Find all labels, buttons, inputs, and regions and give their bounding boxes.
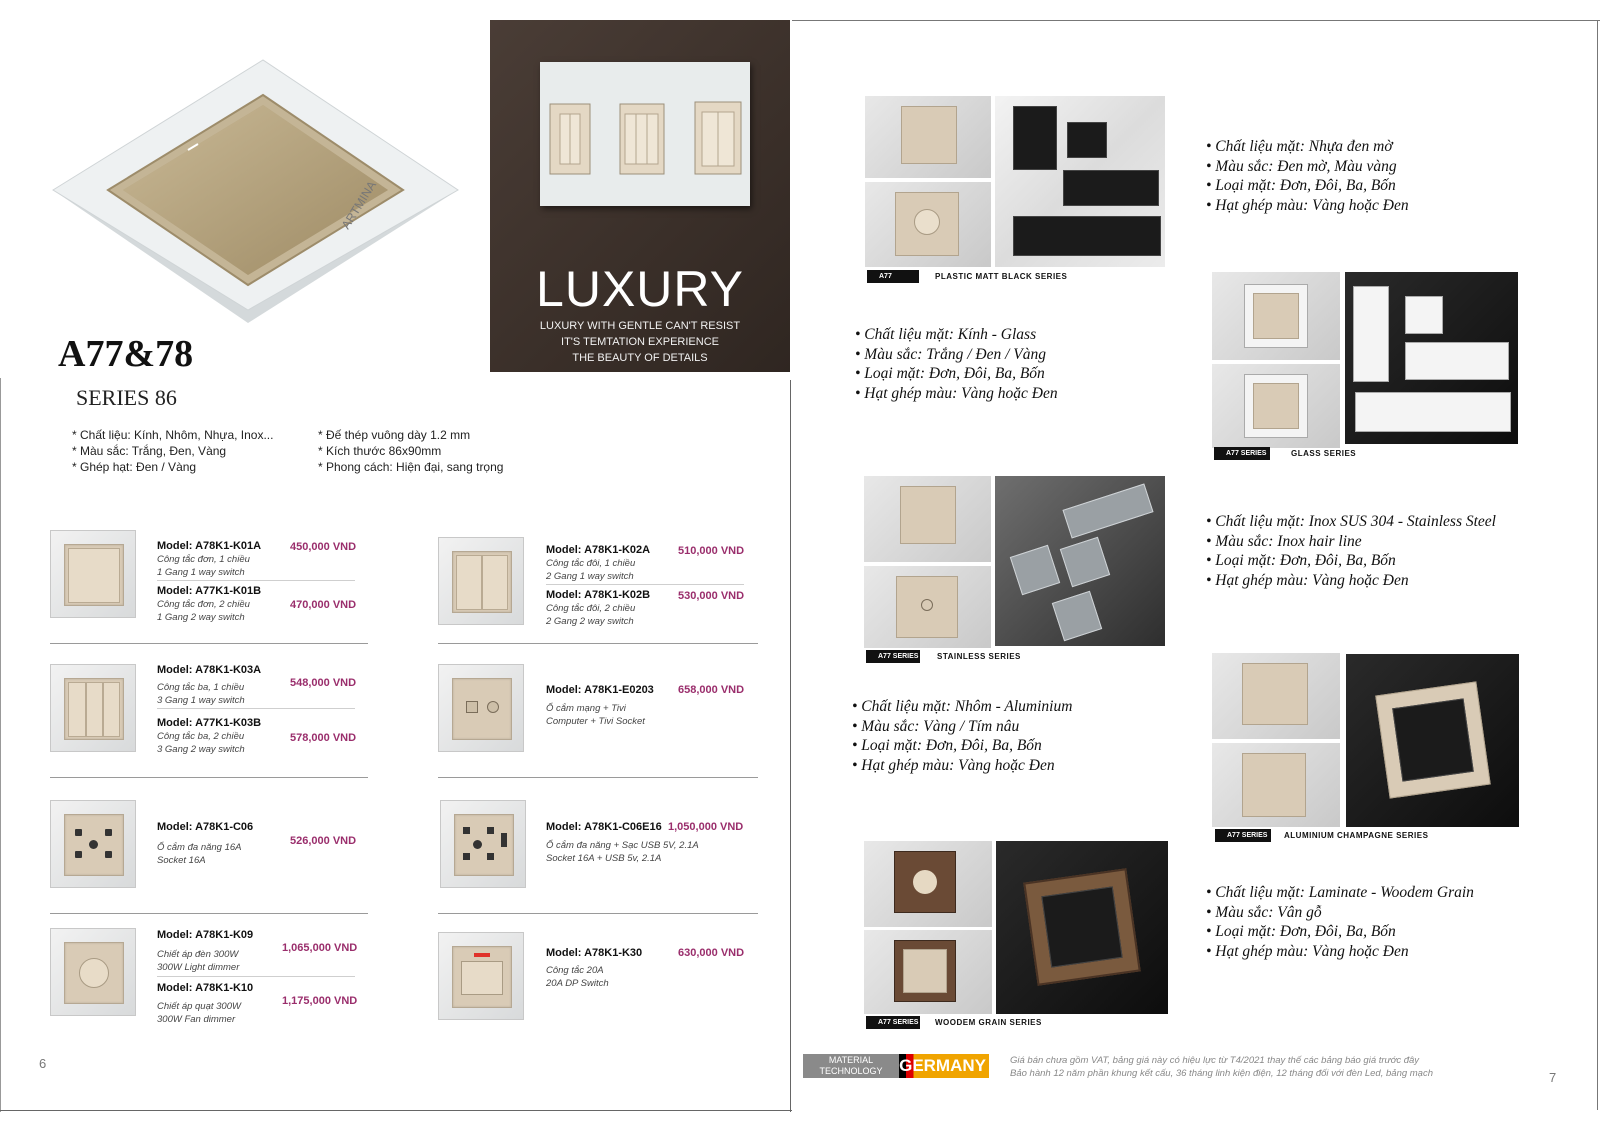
bullet-item: • Hạt ghép màu: Vàng hoặc Đen: [855, 384, 1058, 402]
model-desc-vi: Ổ cắm đa năng 16A: [157, 842, 242, 853]
series-name: WOODEM GRAIN SERIES: [935, 1018, 1042, 1027]
bullet-item: • Hạt ghép màu: Vàng hoặc Đen: [1206, 196, 1409, 214]
spec-item: * Chất liệu: Kính, Nhôm, Nhựa, Inox...: [72, 428, 274, 442]
model-price: 548,000 VND: [290, 677, 357, 689]
warranty-note: Bảo hành 12 năm phần khung kết cấu, 36 tháng linh kiện điện, 12 tháng đối với đèn Led, bảng mạch: [1010, 1068, 1434, 1079]
model-desc-vi: Công tắc đôi, 1 chiều: [546, 558, 636, 569]
brand-logo: ARTMINA: [338, 178, 380, 232]
material-technology-label: MATERIAL TECHNOLOGY: [803, 1054, 899, 1078]
usb-port-icon: [501, 833, 507, 847]
model-desc-vi: Công tắc đơn, 2 chiều: [157, 599, 250, 610]
series-tag: A77 SERIES: [866, 1016, 920, 1029]
bullet-item: • Chất liệu mặt: Nhựa đen mờ: [1206, 138, 1393, 155]
page-border: [0, 378, 1, 1112]
bullet-item: • Màu sắc: Vân gỗ: [1206, 903, 1322, 921]
model-name: Model: A78K1-C06E16: [546, 821, 662, 833]
series-bullets: [1206, 512, 1496, 590]
model-desc-vi: Ổ cắm mạng + Tivi: [546, 703, 626, 714]
spec-item: * Ghép hạt: Đen / Vàng: [72, 460, 197, 474]
model-desc-en: Socket 16A + USB 5v, 2.1A: [546, 853, 662, 864]
product-image-usb-socket: [440, 800, 526, 888]
product-photo: [995, 96, 1165, 267]
bullet-item: • Loại mặt: Đơn, Đôi, Ba, Bốn: [1206, 923, 1396, 940]
model-name: Model: A77K1-K01B: [157, 585, 262, 597]
product-photo: [1212, 653, 1340, 739]
product-image-data-socket: [438, 664, 524, 752]
bullet-item: • Loại mặt: Đơn, Đôi, Ba, Bốn: [852, 737, 1042, 754]
bullet-item: • Loại mặt: Đơn, Đôi, Ba, Bốn: [855, 365, 1045, 382]
page-title: A77&78: [58, 333, 194, 375]
model-name: Model: A78K1-K09: [157, 929, 254, 941]
series-bullets: [852, 697, 1072, 775]
page-number: 7: [1549, 1070, 1557, 1085]
model-desc-en: 300W Light dimmer: [157, 962, 240, 973]
divider: [50, 913, 368, 914]
spec-list: [72, 427, 273, 475]
product-photo: [864, 930, 992, 1014]
bullet-item: • Loại mặt: Đơn, Đôi, Ba, Bốn: [1206, 552, 1396, 569]
model-desc-en: 2 Gang 1 way switch: [546, 571, 634, 582]
model-name: Model: A78K1-K03A: [157, 664, 262, 676]
model-name: Model: A77K1-K03B: [157, 717, 262, 729]
divider: [438, 913, 758, 914]
page-border: [1597, 20, 1598, 1110]
luxury-tagline: IT'S TEMTATION EXPERIENCE: [561, 336, 719, 348]
luxury-title: LUXURY: [536, 261, 744, 317]
model-desc-en: 300W Fan dimmer: [157, 1014, 236, 1025]
series-name: PLASTIC MATT BLACK SERIES: [935, 272, 1068, 281]
model-name: Model: A78K1-K01A: [157, 540, 262, 552]
model-desc-en: 2 Gang 2 way switch: [546, 616, 634, 627]
page-border: [0, 1110, 792, 1111]
bullet-item: • Hạt ghép màu: Vàng hoặc Đen: [852, 756, 1055, 774]
model-price: 526,000 VND: [290, 835, 357, 847]
product-photo: [1212, 272, 1340, 360]
model-price: 510,000 VND: [678, 545, 745, 557]
model-price: 530,000 VND: [678, 590, 745, 602]
page-number: 6: [39, 1056, 47, 1071]
spec-item: * Kích thước 86x90mm: [318, 444, 442, 458]
product-image-socket: [50, 800, 136, 888]
model-name: Model: A78K1-C06: [157, 821, 254, 833]
model-desc-vi: Công tắc đôi, 2 chiều: [546, 603, 636, 614]
product-image-20a-switch: [438, 932, 524, 1020]
product-photo: [865, 182, 991, 267]
series-name: GLASS SERIES: [1291, 449, 1357, 458]
model-desc-en: 1 Gang 1 way switch: [157, 567, 245, 578]
divider: [438, 777, 758, 778]
germany-badge: [803, 1054, 989, 1078]
product-photo: [864, 566, 991, 648]
model-desc-en: 3 Gang 1 way switch: [157, 695, 245, 706]
model-price: 658,000 VND: [678, 684, 745, 696]
model-desc-en: Computer + Tivi Socket: [546, 716, 645, 727]
model-desc-vi: Công tắc ba, 1 chiều: [157, 682, 245, 693]
series-tag: A77 SERIES: [1215, 829, 1271, 842]
spec-item: * Phong cách: Hiện đại, sang trọng: [318, 460, 504, 474]
model-desc-vi: Chiết áp quạt 300W: [157, 1001, 241, 1012]
model-price: 450,000 VND: [290, 541, 357, 553]
product-photo: [1212, 743, 1340, 827]
tv-port-icon: [487, 701, 499, 713]
model-desc-en: 20A DP Switch: [546, 978, 609, 989]
model-name: Model: A78K1-K30: [546, 947, 643, 959]
product-photo: [1346, 654, 1519, 827]
series-tag: A77 SERIES: [1214, 447, 1270, 460]
spec-item: * Đế thép vuông dày 1.2 mm: [318, 428, 471, 442]
model-desc-vi: Ổ cắm đa năng + Sạc USB 5V, 2.1A: [546, 840, 699, 851]
model-desc-en: 1 Gang 2 way switch: [157, 612, 245, 623]
product-photo: [1212, 364, 1340, 448]
series-name: ALUMINIUM CHAMPAGNE SERIES: [1284, 831, 1429, 840]
page-border: [790, 380, 791, 1112]
left-page: [0, 0, 792, 1110]
bullet-item: • Hạt ghép màu: Vàng hoặc Đen: [1206, 571, 1409, 589]
model-desc-en: 3 Gang 2 way switch: [157, 744, 245, 755]
series-subtitle: SERIES 86: [76, 385, 177, 410]
switch-wall-photo: [540, 62, 750, 206]
germany-label: GERMANY: [899, 1054, 989, 1078]
series-bullets: [1206, 137, 1409, 215]
spec-item: * Màu sắc: Trắng, Đen, Vàng: [72, 444, 227, 458]
luxury-tagline: THE BEAUTY OF DETAILS: [572, 352, 708, 364]
model-price: 578,000 VND: [290, 732, 357, 744]
bullet-item: • Màu sắc: Trắng / Đen / Vàng: [855, 345, 1046, 363]
bullet-item: • Loại mặt: Đơn, Đôi, Ba, Bốn: [1206, 177, 1396, 194]
bullet-item: • Màu sắc: Đen mờ, Màu vàng: [1206, 157, 1397, 175]
model-price: 1,050,000 VND: [668, 821, 744, 833]
lan-port-icon: [466, 701, 478, 713]
series-name: STAINLESS SERIES: [937, 652, 1021, 661]
product-image-dimmer: [50, 928, 136, 1016]
page-border: [792, 20, 1600, 21]
bullet-item: • Hạt ghép màu: Vàng hoặc Đen: [1206, 942, 1409, 960]
divider: [157, 708, 355, 709]
model-name: Model: A78K1-K02A: [546, 544, 651, 556]
bullet-item: • Màu sắc: Inox hair line: [1206, 532, 1362, 550]
model-price: 470,000 VND: [290, 599, 357, 611]
product-photo: [865, 96, 991, 178]
product-image-1gang: [50, 530, 136, 618]
model-desc-en: Socket 16A: [157, 855, 206, 866]
series-bullets: [1206, 883, 1474, 961]
divider: [438, 643, 758, 644]
product-image-2gang: [438, 537, 524, 625]
product-photo: [996, 841, 1168, 1014]
product-photo: [864, 476, 991, 562]
bullet-item: • Chất liệu mặt: Kính - Glass: [855, 326, 1037, 343]
price-note: Giá bán chưa gồm VAT, bảng giá này có hiệu lực từ T4/2021 thay thế các bảng báo giá trước đây: [1010, 1055, 1420, 1066]
product-image-3gang: [50, 664, 136, 752]
series-bullets: [855, 325, 1058, 403]
product-photo: [995, 476, 1165, 646]
luxury-banner: [490, 20, 790, 372]
triple-switch-illustration: [540, 62, 750, 206]
model-desc-vi: Công tắc đơn, 1 chiều: [157, 554, 250, 565]
model-name: Model: A78K1-K02B: [546, 589, 651, 601]
divider: [546, 584, 744, 585]
bullet-item: • Chất liệu mặt: Nhôm - Aluminium: [852, 698, 1073, 715]
luxury-tagline: LUXURY WITH GENTLE CAN'T RESIST: [539, 320, 741, 332]
model-name: Model: A78K1-E0203: [546, 684, 654, 696]
bullet-item: • Chất liệu mặt: Laminate - Woodem Grain: [1206, 884, 1474, 901]
product-photo: [1345, 272, 1518, 444]
model-price: 1,065,000 VND: [282, 942, 358, 954]
dimmer-knob-icon: [79, 958, 109, 988]
spec-list: [318, 427, 503, 475]
bullet-item: • Chất liệu mặt: Inox SUS 304 - Stainless Steel: [1206, 513, 1496, 530]
series-tag: A77 SERIES: [866, 650, 920, 663]
divider: [157, 976, 355, 977]
divider: [50, 777, 368, 778]
product-photo: [864, 841, 992, 927]
model-desc-vi: Công tắc ba, 2 chiều: [157, 731, 245, 742]
hero-switch-image: [48, 40, 468, 325]
model-desc-vi: Công tắc 20A: [546, 965, 604, 976]
divider: [50, 643, 368, 644]
model-price: 630,000 VND: [678, 947, 745, 959]
model-desc-vi: Chiết áp đèn 300W: [157, 949, 239, 960]
model-price: 1,175,000 VND: [282, 995, 358, 1007]
model-name: Model: A78K1-K10: [157, 982, 254, 994]
indicator-led-icon: [474, 953, 490, 957]
series-tag: A77 SERIES: [867, 270, 919, 283]
divider: [157, 580, 355, 581]
bullet-item: • Màu sắc: Vàng / Tím nâu: [852, 717, 1020, 735]
